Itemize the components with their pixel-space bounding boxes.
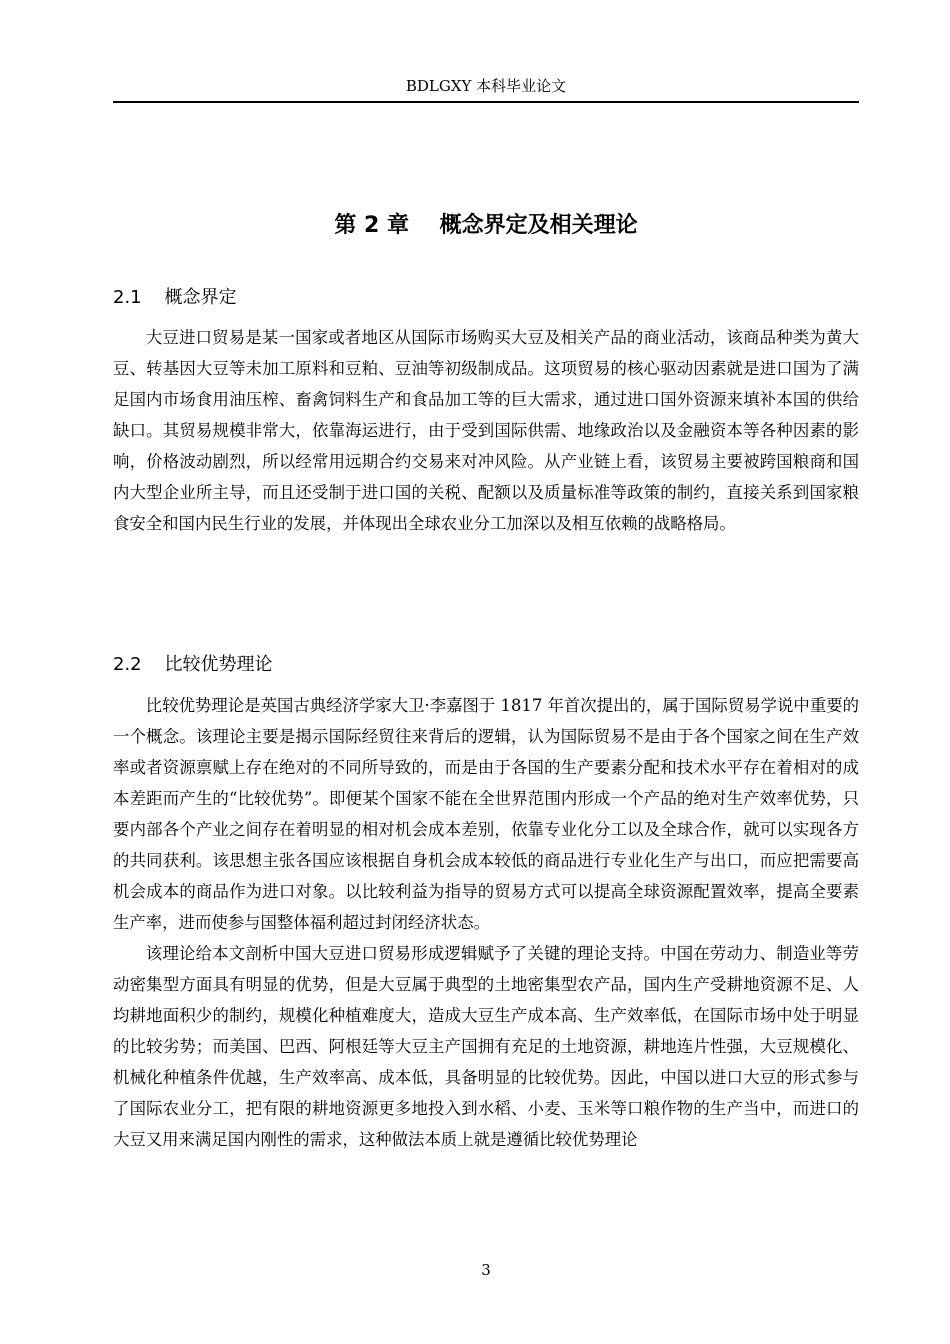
- paragraph-2-1-1: 大豆进口贸易是某一国家或者地区从国际市场购买大豆及相关产品的商业活动，该商品种类为黄大豆、转基因大豆等未加工原料和豆粕、豆油等初级制成品。这项贸易的核心驱动因素就是进口国为了满足国内市场食用油压榨、畜禽饲料生产和食品加工等的巨大需求，通过进口国外资源来填补本国的供给缺口。其贸易规模非常大，依靠海运进行，由于受到国际供需、地缘政治以及金融资本等各种因素的影响，价格波动剧烈，所以经常用远期合约交易来对冲风险。从产业链上看，该贸易主要被跨国粮商和国内大型企业所主导，而且还受制于进口国的关税、配额以及质量标准等政策的制约，直接关系到国家粮食安全和国内民生行业的发展，并体现出全球农业分工加深以及相互依赖的战略格局。: [113, 328, 859, 533]
- header-divider: [113, 101, 859, 103]
- paragraph-2-2-2: 该理论给本文剖析中国大豆进口贸易形成逻辑赋予了关键的理论支持。中国在劳动力、制造业等劳动密集型方面具有明显的优势，但是大豆属于典型的土地密集型农产品，国内生产受耕地资源不足、人均耕地面积少的制约，规模化种植难度大，造成大豆生产成本高、生产效率低，在国际市场中处于明显的比较劣势；而美国、巴西、阿根廷等大豆主产国拥有充足的土地资源，耕地连片性强，大豆规模化、机械化种植条件优越，生产效率高、成本低，具备明显的比较优势。因此，中国以进口大豆的形式参与了国际农业分工，把有限的耕地资源更多地投入到水稻、小麦、玉米等口粮作物的生产当中，而进口的大豆又用来满足国内刚性的需求，这种做法本质上就是遵循比较优势理论: [113, 944, 859, 1149]
- section-heading-2-1: 2.1 概念界定: [113, 287, 237, 308]
- page-number: 3: [481, 1261, 491, 1279]
- chapter-title: 第 2 章 概念界定及相关理论: [334, 213, 638, 238]
- running-header: BDLGXY 本科毕业论文: [405, 77, 567, 95]
- section-heading-2-2: 2.2 比较优势理论: [113, 654, 273, 675]
- paragraph-2-2-1: 比较优势理论是英国古典经济学家大卫·李嘉图于 1817 年首次提出的，属于国际贸易学说中重要的一个概念。该理论主要是揭示国际经贸往来背后的逻辑，认为国际贸易不是由于各个国家之间在生产效率或者资源禀赋上存在绝对的不同所导致的，而是由于各国的生产要素分配和技术水平存在着相对的成本差距而产生的“比较优势”。即便某个国家不能在全世界范围内形成一个产品的绝对生产效率优势，只要内部各个产业之间存在着明显的相对机会成本差别，依靠专业化分工以及全球合作，就可以实现各方的共同获利。该思想主张各国应该根据自身机会成本较低的商品进行专业化生产与出口，而应把需要高机会成本的商品作为进口对象。以比较利益为指导的贸易方式可以提高全球资源配置效率，提高全要素生产率，进而使参与国整体福利超过封闭经济状态。: [113, 696, 859, 932]
